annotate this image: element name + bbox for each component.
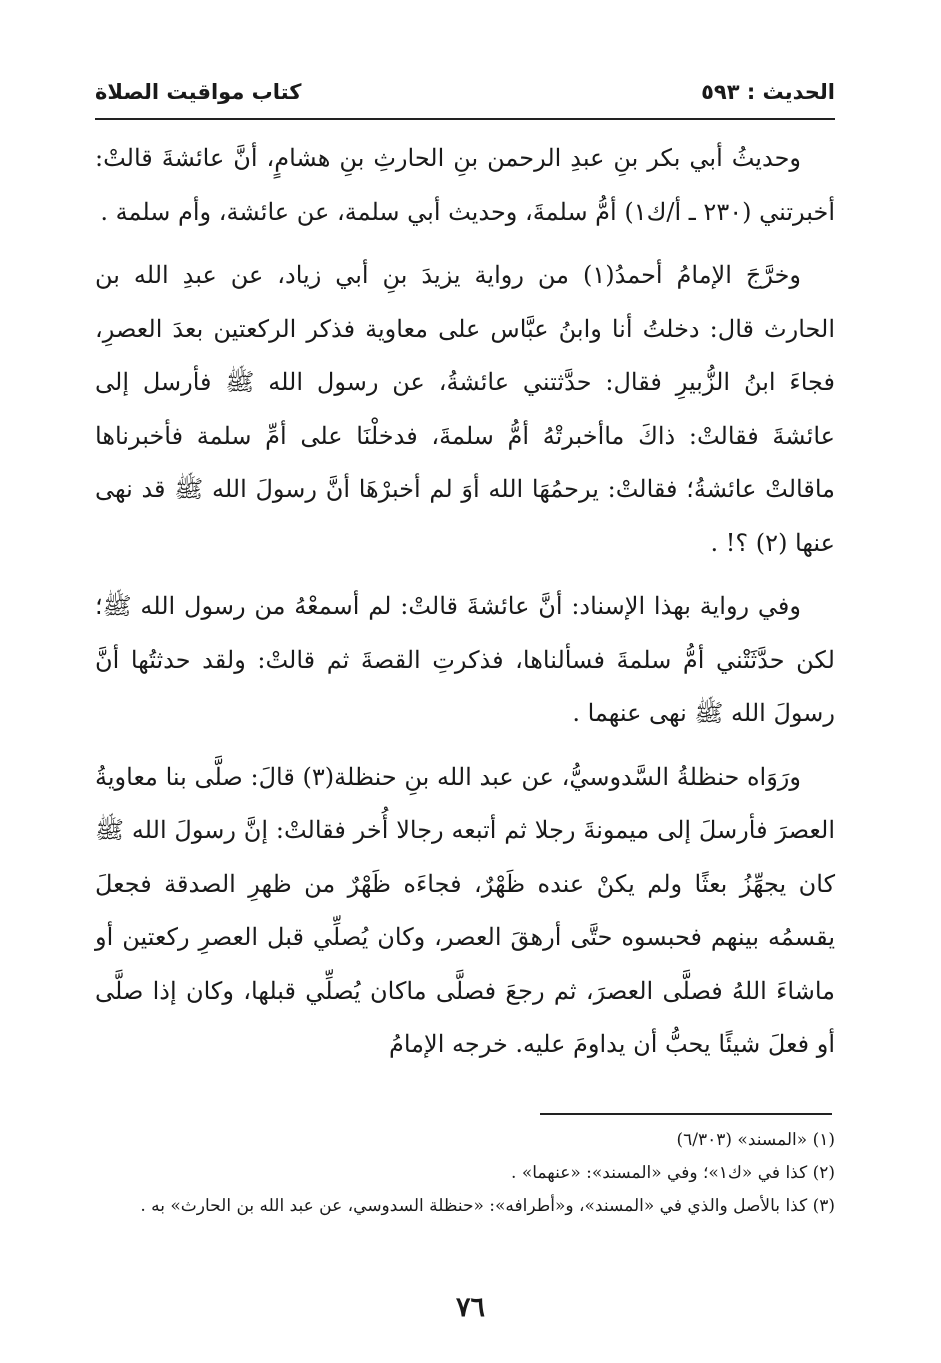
- header-divider: [95, 118, 835, 120]
- paragraph: وحديثُ أبي بكر بنِ عبدِ الرحمن بنِ الحارثِ بنِ هشامٍ، أنَّ عائشةَ قالتْ: أخبرتني (٢٣٠ ـ أ/ك١) أمُّ سلمةَ، وحديث أبي سلمة، عن عائشة، وأم سلمة .: [95, 144, 835, 226]
- footnote-divider: [540, 1113, 832, 1115]
- paragraph: وفي رواية بهذا الإسناد: أنَّ عائشةَ قالتْ: لم أسمعْهُ من رسول الله ﷺ؛ لكن حدَّثَتْني أمُّ سلمةَ فسألناها، فذكرتِ القصةَ ثم قالتْ: ولقد حدثتُها أنَّ رسولَ الله ﷺ نهى عنهما .: [95, 592, 835, 727]
- hadith-number: الحديث : ٥٩٣: [701, 80, 835, 104]
- paragraph: وخرَّجَ الإمامُ أحمدُ(١) من رواية يزيدَ بنِ أبي زياد، عن عبدِ الله بن الحارث قال: دخلتُ أنا وابنُ عبَّاس على معاوية فذكر الركعتين بعدَ العصرِ، فجاءَ ابنُ الزُّبيرِ فقال: حدَّثتني عائشةُ، عن رسول الله ﷺ فأرسل إلى عائشةَ فقالتْ: ذاكَ ماأخبرتْهُ أمُّ سلمةَ، فدخلْنَا على أمِّ سلمة فأخبرناها ماقالتْ عائشةُ؛ فقالتْ: يرحمُهَا الله أوَ لم أخبرْهَا أنَّ رسولَ الله ﷺ قد نهى عنها (٢) ؟! .: [95, 261, 835, 557]
- page-number: ٧٦: [455, 1292, 485, 1323]
- footnote: (٢) كذا في «ك١»؛ وفي «المسند»: «عنهما» .: [511, 1163, 835, 1183]
- footnote: (١) «المسند» (٦/٣٠٣): [676, 1130, 835, 1150]
- book-title: كتاب مواقيت الصلاة: [95, 80, 302, 104]
- footnotes: [95, 1124, 835, 1223]
- main-text: [95, 132, 835, 1082]
- footnote: (٣) كذا بالأصل والذي في «المسند»، و«أطرافه»: «حنظلة السدوسي، عن عبد الله بن الحارث» به .: [140, 1196, 835, 1216]
- paragraph: ورَوَاه حنظلةُ السَّدوسيُّ، عن عبد الله بنِ حنظلة(٣) قالَ: صلَّى بنا معاويةُ العصرَ فأرسلَ إلى ميمونةَ رجلا ثم أتبعه رجالا أُخر فقالتْ: إنَّ رسولَ الله ﷺ كان يجهِّزُ بعثًا ولم يكنْ عنده ظَهْرٌ، فجاءَه ظَهْرٌ من ظهرِ الصدقة فجعلَ يقسمُه بينهم فحبسوه حتَّى أرهقَ العصر، وكان يُصلِّي قبل العصرِ ركعتين أو ماشاءَ اللهُ فصلَّى العصرَ، ثم رجعَ فصلَّى ماكان يُصلِّي قبلها، وكان إذا صلَّى أو فعلَ شيئًا يحبُّ أن يداومَ عليه. خرجه الإمامُ: [95, 762, 835, 1058]
- running-header: [95, 80, 835, 114]
